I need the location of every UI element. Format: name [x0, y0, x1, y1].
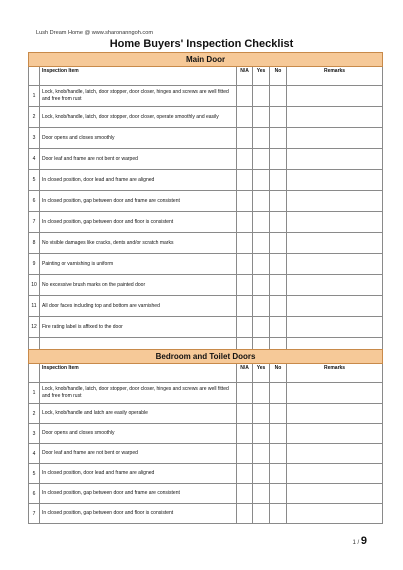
remarks-cell[interactable]: [287, 404, 383, 424]
row-item: No excessive brush marks on the painted door: [40, 275, 237, 296]
table-row: [29, 191, 383, 212]
no-cell[interactable]: [270, 86, 287, 107]
row-item: No visible damages like cracks, dents and/or scratch marks: [40, 233, 237, 254]
remarks-cell[interactable]: [287, 504, 383, 524]
yes-cell[interactable]: [253, 86, 270, 107]
remarks-cell[interactable]: [287, 383, 383, 404]
row-number: 9: [29, 254, 40, 275]
col-number-header: [29, 364, 40, 383]
remarks-cell[interactable]: [287, 424, 383, 444]
yes-cell[interactable]: [253, 233, 270, 254]
no-cell[interactable]: [270, 212, 287, 233]
main-door-table: [28, 52, 383, 358]
no-cell[interactable]: [270, 128, 287, 149]
remarks-cell[interactable]: [287, 191, 383, 212]
table-row: [29, 170, 383, 191]
na-cell[interactable]: [237, 170, 253, 191]
no-cell[interactable]: [270, 424, 287, 444]
row-number: 12: [29, 317, 40, 338]
yes-cell[interactable]: [253, 254, 270, 275]
row-item: In closed position, door lead and frame are aligned: [40, 464, 237, 484]
row-item: In closed position, gap between door and floor is consistent: [40, 212, 237, 233]
row-number: 11: [29, 296, 40, 317]
na-cell[interactable]: [237, 464, 253, 484]
no-cell[interactable]: [270, 254, 287, 275]
table-row: [29, 504, 383, 524]
col-remarks-header: Remarks: [287, 67, 383, 86]
bedroom-doors-table: [28, 349, 383, 524]
na-cell[interactable]: [237, 296, 253, 317]
na-cell[interactable]: [237, 149, 253, 170]
col-yes-header: Yes: [253, 364, 270, 383]
table-row: [29, 254, 383, 275]
section-header: [29, 53, 383, 67]
row-number: 8: [29, 233, 40, 254]
row-item: Lock, knob/handle and latch are easily operable: [40, 404, 237, 424]
no-cell[interactable]: [270, 404, 287, 424]
row-number: 5: [29, 464, 40, 484]
no-cell[interactable]: [270, 444, 287, 464]
na-cell[interactable]: [237, 254, 253, 275]
na-cell[interactable]: [237, 404, 253, 424]
remarks-cell[interactable]: [287, 317, 383, 338]
row-item: Door leaf and frame are not bent or warped: [40, 444, 237, 464]
remarks-cell[interactable]: [287, 128, 383, 149]
yes-cell[interactable]: [253, 424, 270, 444]
column-header-row: [29, 67, 383, 86]
row-item: Painting or varnishing is uniform: [40, 254, 237, 275]
row-number: 7: [29, 212, 40, 233]
site-line: Lush Dream Home @ www.sharonanngoh.com: [36, 30, 153, 36]
row-number: 6: [29, 191, 40, 212]
no-cell[interactable]: [270, 317, 287, 338]
table-row: [29, 424, 383, 444]
yes-cell[interactable]: [253, 317, 270, 338]
remarks-cell[interactable]: [287, 444, 383, 464]
page-separator: /: [357, 540, 360, 546]
col-na-header: N/A: [237, 67, 253, 86]
table-row: [29, 233, 383, 254]
page-title: Home Buyers' Inspection Checklist: [109, 38, 294, 50]
yes-cell[interactable]: [253, 296, 270, 317]
col-item-header: Inspection Item: [40, 67, 237, 86]
no-cell[interactable]: [270, 275, 287, 296]
na-cell[interactable]: [237, 107, 253, 128]
row-item: Lock, knob/handle, latch, door stopper, door closer, hinges and screws are well fitted and free from rust: [40, 383, 237, 404]
na-cell[interactable]: [237, 383, 253, 404]
row-number: 1: [29, 383, 40, 404]
na-cell[interactable]: [237, 444, 253, 464]
yes-cell[interactable]: [253, 464, 270, 484]
na-cell[interactable]: [237, 484, 253, 504]
table-row: [29, 212, 383, 233]
na-cell[interactable]: [237, 86, 253, 107]
section-header: [29, 350, 383, 364]
row-item: Fire rating label is affixed to the door: [40, 317, 237, 338]
table-row: [29, 317, 383, 338]
yes-cell[interactable]: [253, 444, 270, 464]
remarks-cell[interactable]: [287, 233, 383, 254]
yes-cell[interactable]: [253, 504, 270, 524]
row-item: Door opens and closes smoothly: [40, 424, 237, 444]
remarks-cell[interactable]: [287, 170, 383, 191]
remarks-cell[interactable]: [287, 86, 383, 107]
yes-cell[interactable]: [253, 128, 270, 149]
table-row: [29, 404, 383, 424]
row-item: In closed position, gap between door and frame are consistent: [40, 191, 237, 212]
table-row: [29, 128, 383, 149]
page-number: [353, 535, 367, 547]
table-row: [29, 275, 383, 296]
no-cell[interactable]: [270, 484, 287, 504]
row-item: In closed position, door lead and frame are aligned: [40, 170, 237, 191]
remarks-cell[interactable]: [287, 254, 383, 275]
remarks-cell[interactable]: [287, 107, 383, 128]
na-cell[interactable]: [237, 191, 253, 212]
remarks-cell[interactable]: [287, 484, 383, 504]
na-cell[interactable]: [237, 424, 253, 444]
row-number: 2: [29, 404, 40, 424]
table-row: [29, 296, 383, 317]
section-title: Bedroom and Toilet Doors: [29, 350, 383, 364]
page-total: 9: [360, 535, 367, 547]
no-cell[interactable]: [270, 464, 287, 484]
col-na-header: N/A: [237, 364, 253, 383]
row-number: 5: [29, 170, 40, 191]
yes-cell[interactable]: [253, 212, 270, 233]
row-number: 4: [29, 149, 40, 170]
table-row: [29, 149, 383, 170]
row-number: 7: [29, 504, 40, 524]
yes-cell[interactable]: [253, 170, 270, 191]
col-number-header: [29, 67, 40, 86]
yes-cell[interactable]: [253, 149, 270, 170]
row-item: All door faces including top and bottom are varnished: [40, 296, 237, 317]
row-item: In closed position, gap between door and floor is consistent: [40, 504, 237, 524]
row-number: 10: [29, 275, 40, 296]
remarks-cell[interactable]: [287, 296, 383, 317]
row-number: 4: [29, 444, 40, 464]
na-cell[interactable]: [237, 233, 253, 254]
table-row: [29, 107, 383, 128]
row-number: 6: [29, 484, 40, 504]
col-no-header: No: [270, 364, 287, 383]
row-item: Door opens and closes smoothly: [40, 128, 237, 149]
yes-cell[interactable]: [253, 275, 270, 296]
yes-cell[interactable]: [253, 404, 270, 424]
row-item: In closed position, gap between door and frame are consistent: [40, 484, 237, 504]
row-number: 3: [29, 424, 40, 444]
page-current: 1: [352, 540, 356, 546]
table-row: [29, 444, 383, 464]
no-cell[interactable]: [270, 149, 287, 170]
remarks-cell[interactable]: [287, 149, 383, 170]
table-row: [29, 383, 383, 404]
row-item: Lock, knob/handle, latch, door stopper, door closer, operate smoothly and easily: [40, 107, 237, 128]
row-number: 3: [29, 128, 40, 149]
row-item: Lock, knob/handle, latch, door stopper, door closer, hinges and screws are well fitted and free from rust: [40, 86, 237, 107]
no-cell[interactable]: [270, 107, 287, 128]
table-row: [29, 86, 383, 107]
remarks-cell[interactable]: [287, 464, 383, 484]
no-cell[interactable]: [270, 233, 287, 254]
yes-cell[interactable]: [253, 191, 270, 212]
yes-cell[interactable]: [253, 383, 270, 404]
col-no-header: No: [270, 67, 287, 86]
na-cell[interactable]: [237, 128, 253, 149]
row-number: 1: [29, 86, 40, 107]
no-cell[interactable]: [270, 191, 287, 212]
na-cell[interactable]: [237, 504, 253, 524]
table-row: [29, 484, 383, 504]
yes-cell[interactable]: [253, 484, 270, 504]
table-row: [29, 464, 383, 484]
no-cell[interactable]: [270, 504, 287, 524]
no-cell[interactable]: [270, 170, 287, 191]
na-cell[interactable]: [237, 317, 253, 338]
no-cell[interactable]: [270, 383, 287, 404]
section-title: Main Door: [29, 53, 383, 67]
remarks-cell[interactable]: [287, 212, 383, 233]
column-header-row: [29, 364, 383, 383]
row-number: 2: [29, 107, 40, 128]
col-remarks-header: Remarks: [287, 364, 383, 383]
no-cell[interactable]: [270, 296, 287, 317]
yes-cell[interactable]: [253, 107, 270, 128]
remarks-cell[interactable]: [287, 275, 383, 296]
col-yes-header: Yes: [253, 67, 270, 86]
na-cell[interactable]: [237, 275, 253, 296]
col-item-header: Inspection Item: [40, 364, 237, 383]
row-item: Door leaf and frame are not bent or warped: [40, 149, 237, 170]
na-cell[interactable]: [237, 212, 253, 233]
